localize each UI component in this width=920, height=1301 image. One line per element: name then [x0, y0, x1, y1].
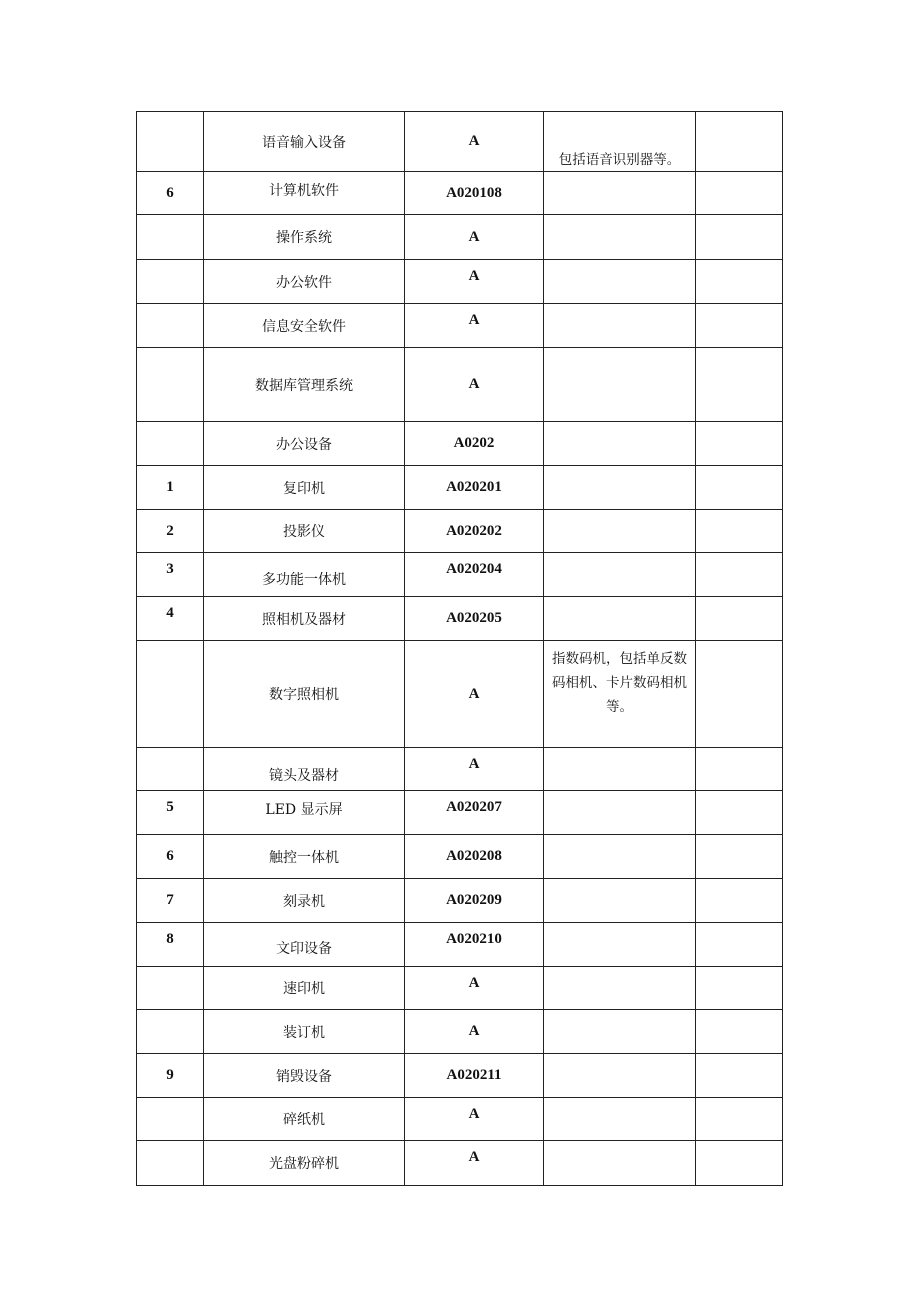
note-cell: [544, 260, 696, 303]
note-cell: [544, 215, 696, 259]
name-cell: LED 显示屏: [204, 791, 405, 834]
table-row: [136, 510, 783, 553]
num-cell: [136, 304, 204, 347]
extra-cell: [696, 641, 783, 747]
name-cell: 语音输入设备: [204, 112, 405, 171]
note-text: 指数码机，包括单反数码相机、卡片数码相机等。: [552, 651, 687, 715]
extra-cell: [696, 422, 783, 465]
name-cell: 碎纸机: [204, 1098, 405, 1140]
name-cell: 办公软件: [204, 260, 405, 303]
note-cell: [544, 597, 696, 640]
num-cell: 6: [136, 835, 204, 878]
name-cell: 刻录机: [204, 879, 405, 922]
table-row: [136, 1098, 783, 1141]
code-cell: A0202: [405, 422, 544, 465]
code-cell: A: [405, 112, 544, 171]
num-cell: 5: [136, 791, 204, 834]
code-cell: A020211: [405, 1054, 544, 1097]
extra-cell: [696, 260, 783, 303]
num-cell: 8: [136, 923, 204, 966]
code-cell: A020208: [405, 835, 544, 878]
table-row: [136, 791, 783, 835]
name-cell: 办公设备: [204, 422, 405, 465]
num-cell: 4: [136, 597, 204, 640]
note-cell: [544, 304, 696, 347]
extra-cell: [696, 1010, 783, 1053]
code-cell: A020204: [405, 553, 544, 596]
code-cell: A020210: [405, 923, 544, 966]
extra-cell: [696, 304, 783, 347]
num-cell: 3: [136, 553, 204, 596]
extra-cell: [696, 879, 783, 922]
note-cell: [544, 1010, 696, 1053]
table-row: [136, 260, 783, 304]
code-cell: A: [405, 748, 544, 790]
note-cell: [544, 466, 696, 509]
table-row: [136, 348, 783, 422]
name-cell: 投影仪: [204, 510, 405, 552]
code-cell: A020207: [405, 791, 544, 834]
note-cell: [544, 641, 696, 747]
extra-cell: [696, 1098, 783, 1140]
extra-cell: [696, 748, 783, 790]
table-row: [136, 923, 783, 967]
code-cell: A020108: [405, 172, 544, 214]
extra-cell: [696, 172, 783, 214]
note-cell: [544, 172, 696, 214]
extra-cell: [696, 348, 783, 421]
table-row: [136, 1054, 783, 1098]
num-cell: [136, 348, 204, 421]
name-cell: 计算机软件: [204, 172, 405, 214]
extra-cell: [696, 835, 783, 878]
name-cell: 多功能一体机: [204, 553, 405, 596]
code-cell: A: [405, 348, 544, 421]
table-row: [136, 553, 783, 597]
num-cell: [136, 1010, 204, 1053]
num-cell: 9: [136, 1054, 204, 1097]
name-cell: 销毁设备: [204, 1054, 405, 1097]
note-cell: [544, 553, 696, 596]
num-cell: [136, 112, 204, 171]
note-cell: [544, 510, 696, 552]
name-cell: 数字照相机: [204, 641, 405, 747]
num-cell: [136, 641, 204, 747]
extra-cell: [696, 923, 783, 966]
name-cell: 复印机: [204, 466, 405, 509]
note-cell: [544, 791, 696, 834]
table-row: [136, 466, 783, 510]
table-row: [136, 967, 783, 1010]
note-cell: [544, 1098, 696, 1140]
table-row: [136, 172, 783, 215]
extra-cell: [696, 597, 783, 640]
name-cell: 照相机及器材: [204, 597, 405, 640]
name-cell: 镜头及器材: [204, 748, 405, 790]
extra-cell: [696, 510, 783, 552]
table-row: [136, 879, 783, 923]
num-cell: [136, 422, 204, 465]
extra-cell: [696, 466, 783, 509]
table-row: [136, 111, 783, 172]
table-row: [136, 304, 783, 348]
note-cell: [544, 879, 696, 922]
name-cell: 触控一体机: [204, 835, 405, 878]
code-cell: A: [405, 215, 544, 259]
code-cell: A: [405, 260, 544, 303]
note-text: 包括语音识别器等。: [558, 152, 681, 168]
num-cell: [136, 748, 204, 790]
table-row: [136, 597, 783, 641]
name-cell: 光盘粉碎机: [204, 1141, 405, 1185]
table-row: [136, 1141, 783, 1186]
note-cell: [544, 422, 696, 465]
num-cell: [136, 215, 204, 259]
note-cell: [544, 835, 696, 878]
catalog-table: [136, 111, 783, 1186]
table-row: [136, 835, 783, 879]
code-cell: A: [405, 304, 544, 347]
note-cell: [544, 967, 696, 1009]
extra-cell: [696, 553, 783, 596]
num-cell: 6: [136, 172, 204, 214]
table-row: [136, 748, 783, 791]
extra-cell: [696, 1054, 783, 1097]
code-cell: A020209: [405, 879, 544, 922]
code-cell: A: [405, 1098, 544, 1140]
extra-cell: [696, 791, 783, 834]
code-cell: A020205: [405, 597, 544, 640]
note-cell: [544, 1054, 696, 1097]
extra-cell: [696, 215, 783, 259]
note-cell: [544, 112, 696, 171]
table-row: [136, 641, 783, 748]
code-cell: A: [405, 1010, 544, 1053]
code-cell: A020201: [405, 466, 544, 509]
num-cell: [136, 1141, 204, 1185]
table-row: [136, 1010, 783, 1054]
num-cell: [136, 260, 204, 303]
table-row: [136, 215, 783, 260]
name-cell: 文印设备: [204, 923, 405, 966]
extra-cell: [696, 1141, 783, 1185]
code-cell: A: [405, 967, 544, 1009]
extra-cell: [696, 967, 783, 1009]
name-cell: 装订机: [204, 1010, 405, 1053]
num-cell: [136, 1098, 204, 1140]
num-cell: 2: [136, 510, 204, 552]
table-row: [136, 422, 783, 466]
num-cell: 1: [136, 466, 204, 509]
note-cell: [544, 748, 696, 790]
code-cell: A: [405, 1141, 544, 1185]
note-cell: [544, 923, 696, 966]
note-cell: [544, 348, 696, 421]
num-cell: 7: [136, 879, 204, 922]
name-cell: 数据库管理系统: [204, 348, 405, 421]
name-cell: 信息安全软件: [204, 304, 405, 347]
note-cell: [544, 1141, 696, 1185]
num-cell: [136, 967, 204, 1009]
name-cell: 速印机: [204, 967, 405, 1009]
extra-cell: [696, 112, 783, 171]
code-cell: A: [405, 641, 544, 747]
code-cell: A020202: [405, 510, 544, 552]
name-cell: 操作系统: [204, 215, 405, 259]
